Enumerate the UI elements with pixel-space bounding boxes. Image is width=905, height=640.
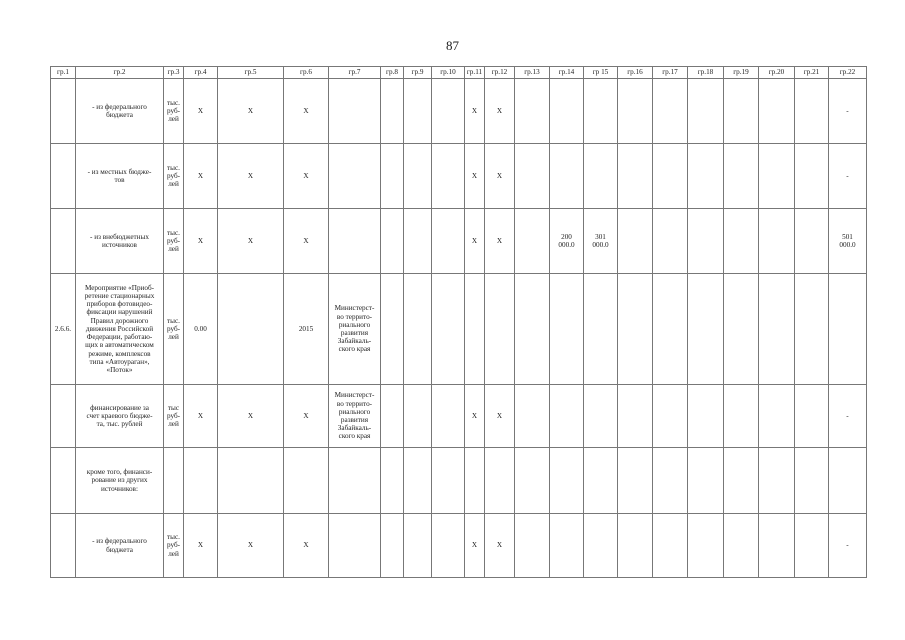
cell-empty — [724, 209, 759, 274]
cell-value: X — [284, 79, 329, 144]
total-text: 501 000.0 — [839, 232, 856, 249]
cell-empty — [795, 385, 829, 448]
cell-empty — [653, 144, 688, 209]
cell-empty — [688, 514, 724, 578]
table-row — [51, 144, 867, 209]
col-header: гр.5 — [218, 67, 284, 79]
cell-value — [584, 448, 618, 514]
col-header: гр.16 — [618, 67, 653, 79]
cell-executor — [329, 448, 381, 514]
cell-empty — [432, 274, 465, 385]
cell-value: X — [485, 385, 515, 448]
cell-value: X — [184, 79, 218, 144]
cell-executor — [329, 385, 381, 448]
cell-empty — [381, 144, 404, 209]
cell-value: X — [485, 514, 515, 578]
program-table — [50, 66, 867, 578]
cell-number — [51, 385, 76, 448]
cell-description — [76, 79, 164, 144]
cell-empty — [432, 448, 465, 514]
cell-empty — [618, 274, 653, 385]
cell-empty — [759, 209, 795, 274]
cell-empty — [515, 514, 550, 578]
cell-empty — [653, 514, 688, 578]
cell-number: 2.6.6. — [51, 274, 76, 385]
col-header: гр.9 — [404, 67, 432, 79]
col-header: гр.6 — [284, 67, 329, 79]
cell-value — [550, 79, 584, 144]
cell-value: X — [485, 79, 515, 144]
description-text: - из внебюджетных источников — [90, 232, 149, 249]
description-text: кроме того, финанси- рование из других источников: — [86, 468, 153, 493]
cell-value: X — [465, 385, 485, 448]
cell-value — [584, 274, 618, 385]
cell-empty — [618, 385, 653, 448]
cell-value: X — [218, 514, 284, 578]
cell-empty — [795, 79, 829, 144]
cell-empty — [618, 79, 653, 144]
cell-value — [829, 514, 867, 578]
total-text: - — [846, 106, 849, 115]
cell-value — [584, 144, 618, 209]
amount-text: 200 000.0 — [558, 232, 575, 249]
cell-value: X — [465, 514, 485, 578]
cell-empty — [724, 144, 759, 209]
unit-text: тыс. руб- лей — [166, 533, 181, 558]
unit-text: тыс руб- лей — [166, 403, 181, 429]
col-header: гр.18 — [688, 67, 724, 79]
cell-value: X — [485, 144, 515, 209]
cell-value: X — [218, 79, 284, 144]
cell-unit — [164, 514, 184, 578]
description-text: - из местных бюдже- тов — [87, 167, 152, 184]
cell-empty — [618, 448, 653, 514]
total-text: - — [846, 411, 849, 420]
cell-empty — [381, 79, 404, 144]
col-header: гр.10 — [432, 67, 465, 79]
col-header: гр 15 — [584, 67, 618, 79]
page-number: 87 — [446, 38, 459, 53]
cell-value — [829, 448, 867, 514]
cell-value — [465, 448, 485, 514]
cell-empty — [759, 385, 795, 448]
cell-value — [550, 144, 584, 209]
unit-text: тыс. руб- лей — [166, 163, 181, 189]
cell-value — [829, 144, 867, 209]
cell-value — [218, 274, 284, 385]
cell-empty — [688, 274, 724, 385]
cell-empty — [515, 274, 550, 385]
description-text: Мероприятие «Приоб- ретение стационарных приборов фотовидео- фиксации нарушений Правил дорожного движения Российской Федерации, работаю- щих в автоматическом режиме, комплексов типа «Автоураган», «Поток» — [84, 283, 155, 374]
cell-empty — [795, 144, 829, 209]
cell-empty — [618, 209, 653, 274]
cell-value — [584, 209, 618, 274]
cell-unit — [164, 79, 184, 144]
cell-empty — [653, 385, 688, 448]
cell-empty — [404, 144, 432, 209]
cell-empty — [515, 79, 550, 144]
cell-value — [465, 274, 485, 385]
cell-value: X — [485, 209, 515, 274]
col-header: гр.3 — [164, 67, 184, 79]
cell-empty — [724, 79, 759, 144]
col-header: гр.7 — [329, 67, 381, 79]
cell-empty — [724, 385, 759, 448]
cell-empty — [515, 448, 550, 514]
cell-unit — [164, 385, 184, 448]
cell-value: X — [184, 385, 218, 448]
col-header: гр.22 — [829, 67, 867, 79]
cell-empty — [759, 274, 795, 385]
cell-empty — [759, 448, 795, 514]
cell-empty — [724, 448, 759, 514]
cell-value: X — [184, 514, 218, 578]
cell-empty — [381, 385, 404, 448]
cell-value: X — [465, 144, 485, 209]
cell-unit — [164, 448, 184, 514]
cell-empty — [795, 274, 829, 385]
cell-value: X — [218, 385, 284, 448]
cell-empty — [515, 385, 550, 448]
cell-empty — [432, 79, 465, 144]
cell-value — [550, 514, 584, 578]
col-header: гр.14 — [550, 67, 584, 79]
cell-unit — [164, 209, 184, 274]
cell-empty — [688, 144, 724, 209]
cell-empty — [653, 448, 688, 514]
cell-empty — [724, 514, 759, 578]
col-header: гр.20 — [759, 67, 795, 79]
cell-description — [76, 144, 164, 209]
total-text: - — [846, 171, 849, 180]
col-header: гр.12 — [485, 67, 515, 79]
cell-value: X — [284, 209, 329, 274]
cell-value — [218, 448, 284, 514]
cell-value: X — [218, 209, 284, 274]
col-header: гр.17 — [653, 67, 688, 79]
cell-value — [584, 79, 618, 144]
cell-empty — [404, 274, 432, 385]
cell-empty — [404, 209, 432, 274]
col-header: гр.21 — [795, 67, 829, 79]
cell-value — [550, 209, 584, 274]
cell-number — [51, 209, 76, 274]
cell-value — [584, 385, 618, 448]
col-header: гр.2 — [76, 67, 164, 79]
cell-value — [550, 274, 584, 385]
table-row — [51, 209, 867, 274]
cell-empty — [759, 514, 795, 578]
executor-text: Министерст- во террито- риального развития Забайкаль- ского края — [334, 391, 375, 441]
cell-value: X — [284, 144, 329, 209]
cell-empty — [618, 514, 653, 578]
cell-empty — [759, 144, 795, 209]
cell-empty — [515, 144, 550, 209]
cell-executor — [329, 274, 381, 385]
cell-empty — [653, 79, 688, 144]
cell-empty — [688, 385, 724, 448]
cell-description — [76, 514, 164, 578]
cell-empty — [381, 274, 404, 385]
table-row — [51, 385, 867, 448]
cell-number — [51, 79, 76, 144]
cell-value — [829, 274, 867, 385]
cell-description — [76, 209, 164, 274]
col-header: гр.19 — [724, 67, 759, 79]
cell-value — [485, 274, 515, 385]
cell-value: X — [465, 79, 485, 144]
cell-description — [76, 448, 164, 514]
cell-number — [51, 144, 76, 209]
cell-empty — [618, 144, 653, 209]
cell-empty — [515, 209, 550, 274]
cell-number — [51, 448, 76, 514]
cell-empty — [381, 209, 404, 274]
cell-value — [184, 448, 218, 514]
cell-empty — [653, 209, 688, 274]
cell-value — [550, 385, 584, 448]
unit-text: тыс. руб- лей — [166, 316, 181, 342]
cell-empty — [759, 79, 795, 144]
cell-empty — [688, 209, 724, 274]
col-header: гр.13 — [515, 67, 550, 79]
cell-empty — [795, 514, 829, 578]
cell-value: 2015 — [284, 274, 329, 385]
cell-executor — [329, 514, 381, 578]
cell-value — [584, 514, 618, 578]
header-row — [51, 67, 867, 79]
cell-empty — [404, 79, 432, 144]
cell-executor — [329, 209, 381, 274]
cell-empty — [432, 514, 465, 578]
cell-executor — [329, 79, 381, 144]
col-header: гр.4 — [184, 67, 218, 79]
table-row — [51, 448, 867, 514]
cell-description — [76, 385, 164, 448]
cell-empty — [432, 385, 465, 448]
table-row — [51, 274, 867, 385]
unit-text: тыс. руб- лей — [166, 98, 181, 124]
cell-empty — [688, 79, 724, 144]
cell-empty — [688, 448, 724, 514]
cell-empty — [381, 448, 404, 514]
amount-text: 301 000.0 — [592, 232, 609, 249]
cell-unit — [164, 144, 184, 209]
cell-empty — [795, 209, 829, 274]
table-row — [51, 79, 867, 144]
cell-value — [284, 448, 329, 514]
cell-value: X — [284, 385, 329, 448]
table-row — [51, 514, 867, 578]
cell-value: X — [218, 144, 284, 209]
cell-executor — [329, 144, 381, 209]
cell-empty — [795, 448, 829, 514]
col-header: гр.11 — [465, 67, 485, 79]
cell-empty — [404, 514, 432, 578]
unit-text: тыс. руб- лей — [166, 228, 181, 254]
cell-number — [51, 514, 76, 578]
cell-empty — [653, 274, 688, 385]
description-text: - из федерального бюджета — [92, 102, 147, 119]
cell-value — [829, 209, 867, 274]
cell-value: X — [184, 144, 218, 209]
cell-empty — [432, 144, 465, 209]
cell-description — [76, 274, 164, 385]
col-header: гр.1 — [51, 67, 76, 79]
cell-value — [829, 79, 867, 144]
cell-value: X — [184, 209, 218, 274]
col-header: гр.8 — [381, 67, 404, 79]
cell-empty — [432, 209, 465, 274]
cell-empty — [724, 274, 759, 385]
cell-value: X — [465, 209, 485, 274]
cell-empty — [381, 514, 404, 578]
cell-value — [829, 385, 867, 448]
cell-value — [485, 448, 515, 514]
cell-unit — [164, 274, 184, 385]
total-text: - — [846, 541, 849, 550]
cell-value — [550, 448, 584, 514]
cell-empty — [404, 385, 432, 448]
description-text: финансирование за счет краевого бюдже- та, тыс. рублей — [86, 403, 153, 429]
cell-value: 0.00 — [184, 274, 218, 385]
description-text: - из федерального бюджета — [92, 537, 147, 554]
cell-value: X — [284, 514, 329, 578]
cell-empty — [404, 448, 432, 514]
executor-text: Министерст- во террито- риального развития Забайкаль- ского края — [334, 304, 375, 354]
